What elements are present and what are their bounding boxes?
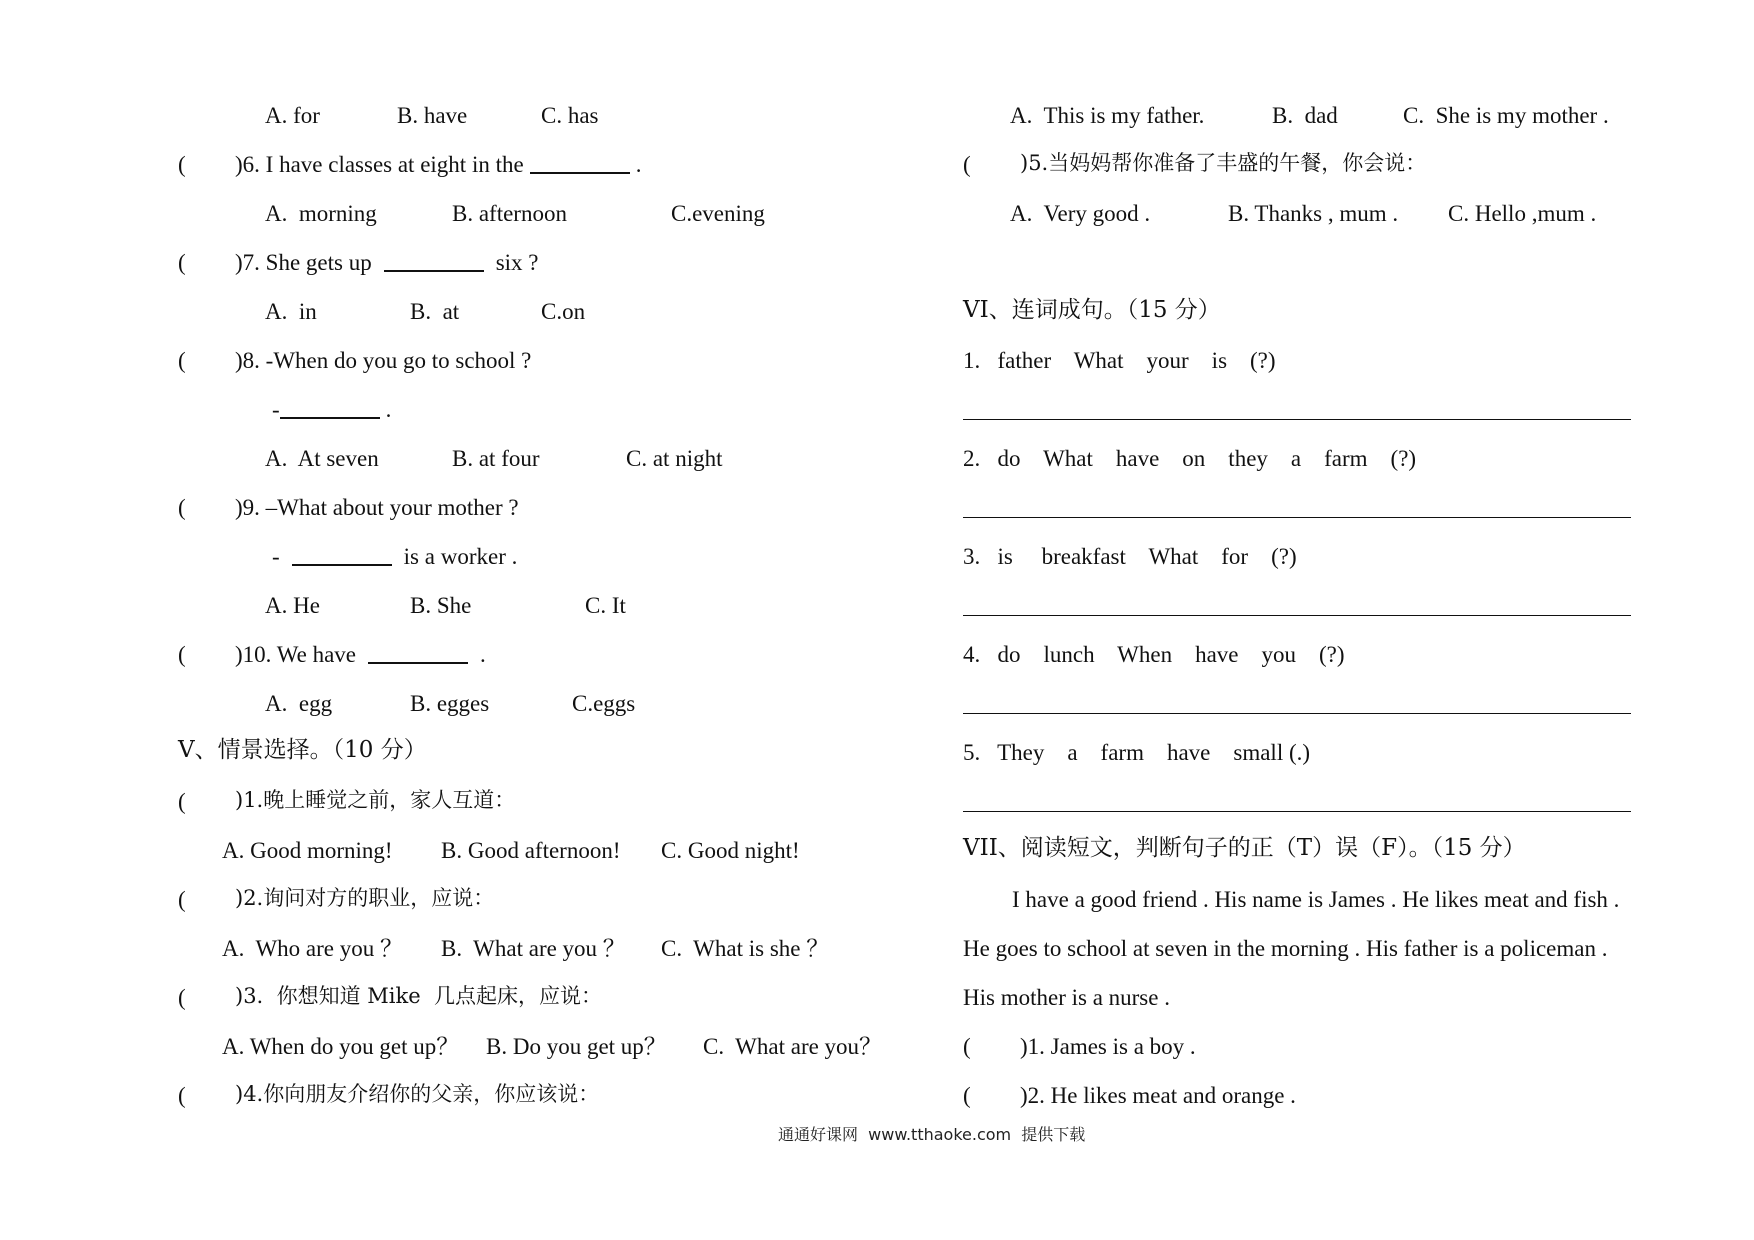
option-c: C. at night [626,446,723,471]
option-c: C. She is my mother . [1403,103,1609,128]
answer-paren: ( [963,152,971,177]
question-6 [235,153,641,176]
option-c: C. What are you？ [703,1034,883,1059]
option-c: C. What is she ？ [661,936,830,961]
word-order-item-1: 1. father What your is (?) [963,348,1276,373]
answer-blank[interactable] [368,662,468,664]
word-order-item-2: 2. do What have on they a farm (?) [963,446,1417,471]
scenario-question-5: )5.当妈妈帮你准备了丰盛的午餐，你会说： [1020,151,1427,175]
word-order-item-4: 4. do lunch When have you (?) [963,642,1345,667]
option-a: A. This is my father. [1010,103,1205,128]
reply-prefix: - [272,397,280,422]
question-end: six ? [495,250,539,275]
option-b: B. Good afternoon! [441,838,621,863]
answer-paren: ( [963,1034,971,1059]
passage-line: His mother is a nurse . [963,985,1170,1010]
answer-blank[interactable] [530,172,630,174]
answer-line[interactable] [963,811,1631,812]
option-a: A. Good morning! [222,838,393,863]
word-order-item-5: 5. They a farm have small (.) [963,740,1311,765]
answer-paren: ( [178,348,186,373]
reply-end: is a worker . [403,544,518,569]
footer-source: 通通好课网 www.tthaoke.com 提供下载 [778,1125,1086,1144]
passage-line: He goes to school at seven in the morning . His father is a policeman . [963,936,1608,961]
option-a: A. When do you get up？ [222,1034,460,1059]
answer-line[interactable] [963,615,1631,616]
section-6-title: VI、连词成句。（15 分） [963,297,1221,323]
answer-paren: ( [178,1083,186,1108]
option-a: A. for [265,103,320,128]
word-order-item-3: 3. is breakfast What for (?) [963,544,1297,569]
option-b: B. Thanks , mum . [1228,201,1399,226]
option-b: B. What are you ？ [441,936,626,961]
answer-line[interactable] [963,419,1631,420]
question-9: )9. –What about your mother ? [235,495,519,520]
option-b: B. at [410,299,460,324]
scenario-question-1: )1.晚上睡觉之前，家人互道： [235,788,516,812]
answer-paren: ( [963,1083,971,1108]
option-a: A. egg [265,691,333,716]
question-10 [235,643,486,666]
answer-paren: ( [178,887,186,912]
question-end: . [480,642,486,667]
reply-line [272,398,391,421]
passage-line: I have a good friend . His name is James . He likes meat and fish . [1012,887,1620,912]
question-end: . [635,152,642,177]
option-c: C. Good night! [661,838,800,863]
answer-blank[interactable] [280,417,380,419]
option-a: A. morning [265,201,377,226]
question-stem: )6. I have classes at eight in the [235,152,524,177]
scenario-question-3: )3. 你想知道 Mike 几点起床，应说： [235,984,602,1008]
answer-paren: ( [178,985,186,1010]
option-c: C.on [541,299,586,324]
option-a: A. At seven [265,446,379,471]
option-c: C. has [541,103,599,128]
option-c: C. Hello ,mum . [1448,201,1597,226]
option-b: B. Do you get up？ [486,1034,667,1059]
question-7 [235,251,539,274]
option-c: C. It [585,593,626,618]
answer-paren: ( [178,250,186,275]
reply-line [272,545,517,568]
answer-paren: ( [178,495,186,520]
option-a: A. in [265,299,317,324]
option-b: B. afternoon [452,201,567,226]
option-a: A. Very good . [1010,201,1151,226]
reply-end: . [385,397,392,422]
question-stem: )10. We have [235,642,356,667]
judgement-question-2: )2. He likes meat and orange . [1020,1083,1296,1108]
answer-paren: ( [178,642,186,667]
option-a: A. Who are you ？ [222,936,403,961]
question-stem: )7. She gets up [235,250,372,275]
answer-blank[interactable] [384,270,484,272]
answer-blank[interactable] [292,564,392,566]
reply-prefix: - [272,544,280,569]
option-c: C.eggs [572,691,636,716]
answer-line[interactable] [963,713,1631,714]
option-b: B. egges [410,691,490,716]
scenario-question-2: )2.询问对方的职业，应说： [235,886,495,910]
section-5-title: V、情景选择。（10 分） [178,737,427,763]
option-b: B. dad [1272,103,1338,128]
option-b: B. have [397,103,468,128]
question-8: )8. -When do you go to school ? [235,348,532,373]
answer-paren: ( [178,789,186,814]
answer-paren: ( [178,152,186,177]
option-b: B. at four [452,446,540,471]
option-a: A. He [265,593,320,618]
option-c: C.evening [671,201,765,226]
answer-line[interactable] [963,517,1631,518]
section-7-title: VII、阅读短文，判断句子的正（T）误（F）。（15 分） [963,835,1526,861]
scenario-question-4: )4.你向朋友介绍你的父亲，你应该说： [235,1082,600,1106]
judgement-question-1: )1. James is a boy . [1020,1034,1196,1059]
option-b: B. She [410,593,472,618]
